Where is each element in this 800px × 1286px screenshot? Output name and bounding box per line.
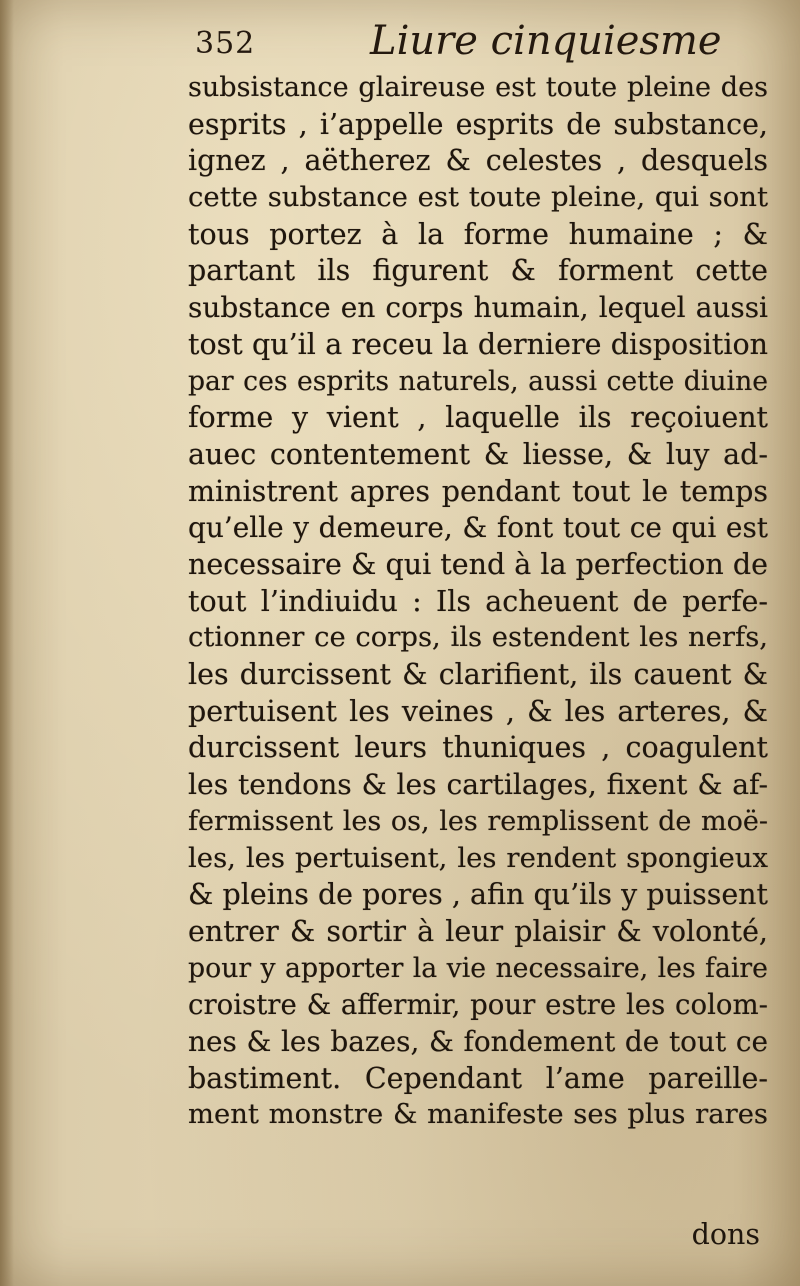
running-title: Liure cinquiesme [370,18,722,64]
text-line: ment monstre & manifeste ses plus rares [188,1099,768,1131]
text-line: partant ils figurent & forment cette [188,254,768,288]
text-line: les durcissent & clarifient, ils cauent & [188,658,768,691]
text-line: les tendons & les cartilages, fixent & af- [188,768,768,802]
text-line: & pleins de pores , afin qu’ils y puissent [188,878,768,912]
text-line: entrer & sortir à leur plaisir & volonté, [188,914,768,948]
page-number: 352 [195,26,256,61]
text-line: durcissent leurs thuniques , coagulent [188,731,768,765]
text-line: tous portez à la forme humaine ; & [188,217,768,251]
text-line: ctionner ce corps, ils estendent les nerfs, [188,622,768,654]
text-line: forme y vient , laquelle ils reçoiuent [188,401,768,435]
text-line: pour y apporter la vie necessaire, les faire [188,952,768,984]
text-line: cette substance est toute pleine, qui sont [188,182,768,214]
text-line: croistre & affermir, pour estre les colom- [188,988,768,1022]
text-line: esprits , i’appelle esprits de substance, [188,107,768,141]
text-line: par ces esprits naturels, aussi cette diuine [188,365,768,397]
text-line: auec contentement & liesse, & luy ad- [188,437,768,471]
text-line: ministrent apres pendant tout le temps [188,474,768,508]
text-line: tost qu’il a receu la derniere disposition [188,327,768,361]
text-line: nes & les bazes, & fondement de tout ce [188,1024,768,1058]
text-line: pertuisent les veines , & les arteres, & [188,694,768,728]
body-text [188,70,768,1134]
text-line: les, les pertuisent, les rendent spongieux [188,842,768,875]
text-line: tout l’indiuidu : Ils acheuent de perfe- [188,584,768,618]
text-line: necessaire & qui tend à la perfection de [188,547,768,581]
text-line: subsistance glaireuse est toute pleine des [188,72,768,103]
page-edge-shadow [0,0,14,1286]
text-line: substance en corps humain, lequel aussi [188,291,768,325]
running-head [195,18,755,68]
catchword: dons [691,1218,760,1251]
text-line: ignez , aëtherez & celestes , desquels [188,144,768,178]
text-line: qu’elle y demeure, & font tout ce qui est [188,511,768,545]
text-line: bastiment. Cependant l’ame pareille- [188,1061,768,1095]
text-line: fermissent les os, les remplissent de moë- [188,805,768,837]
